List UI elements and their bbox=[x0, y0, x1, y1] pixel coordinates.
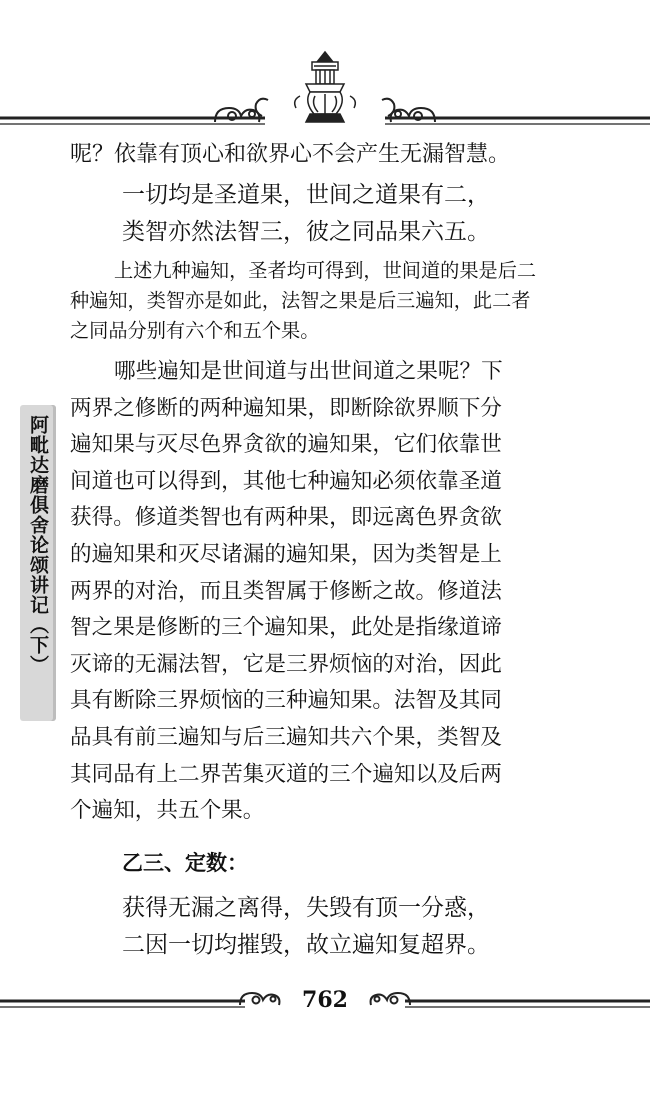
verse-line: 获得无漏之离得，失毁有顶一分惑， bbox=[122, 894, 490, 921]
stupa-cloud-divider-icon bbox=[0, 0, 650, 140]
main-line: 具有断除三界烦恼的三种遍知果。法智及其同 bbox=[70, 688, 502, 714]
commentary-line: 种遍知，类智亦是如此，法智之果是后三遍知，此二者 bbox=[70, 289, 531, 312]
main-line: 其同品有上二界苦集灭道的三个遍知以及后两 bbox=[70, 761, 502, 787]
main-paragraph bbox=[70, 354, 600, 830]
verse-line: 类智亦然法智三，彼之同品果六五。 bbox=[122, 219, 490, 245]
main-line: 遍知果与灭尽色界贪欲的遍知果，它们依靠世 bbox=[70, 432, 502, 458]
header-ornament bbox=[0, 0, 650, 140]
verse-line: 二因一切均摧毁，故立遍知复超界。 bbox=[122, 931, 490, 958]
main-line: 哪些遍知是世间道与出世间道之果呢？下 bbox=[114, 359, 503, 384]
page-body bbox=[70, 138, 600, 964]
side-tab bbox=[20, 405, 56, 721]
section-heading: 乙三、定数： bbox=[122, 850, 248, 875]
page-number: 762 bbox=[302, 987, 348, 1013]
paragraph-continuation: 呢？依靠有顶心和欲界心不会产生无漏智慧。 bbox=[70, 142, 511, 167]
footer-ornament bbox=[0, 975, 650, 1035]
main-line: 灭谛的无漏法智，它是三界烦恼的对治，因此 bbox=[70, 651, 502, 677]
main-line: 的遍知果和灭尽诸漏的遍知果，因为类智是上 bbox=[70, 541, 502, 567]
main-line: 获得。修道类智也有两种果，即远离色界贪欲 bbox=[70, 505, 502, 531]
main-line: 两界之修断的两种遍知果，即断除欲界顺下分 bbox=[70, 395, 502, 421]
main-line: 两界的对治，而且类智属于修断之故。修道法 bbox=[70, 578, 502, 604]
commentary-line: 之同品分别有六个和五个果。 bbox=[70, 319, 320, 342]
main-line: 品具有前三遍知与后三遍知共六个果，类智及 bbox=[70, 724, 502, 750]
verse-block-2 bbox=[70, 890, 600, 964]
verse-line: 一切均是圣道果，世间之道果有二， bbox=[122, 182, 490, 208]
side-tab-title: 阿毗达磨俱舍论颂讲记（下） bbox=[27, 415, 49, 675]
commentary-block bbox=[70, 256, 600, 346]
commentary-line: 上述九种遍知，圣者均可得到，世间道的果是后二 bbox=[114, 259, 537, 282]
main-line: 个遍知，共五个果。 bbox=[70, 798, 265, 824]
verse-block-1 bbox=[70, 177, 600, 251]
main-line: 间道也可以得到，其他七种遍知必须依靠圣道 bbox=[70, 468, 502, 494]
main-line: 智之果是修断的三个遍知果，此处是指缘道谛 bbox=[70, 615, 502, 641]
